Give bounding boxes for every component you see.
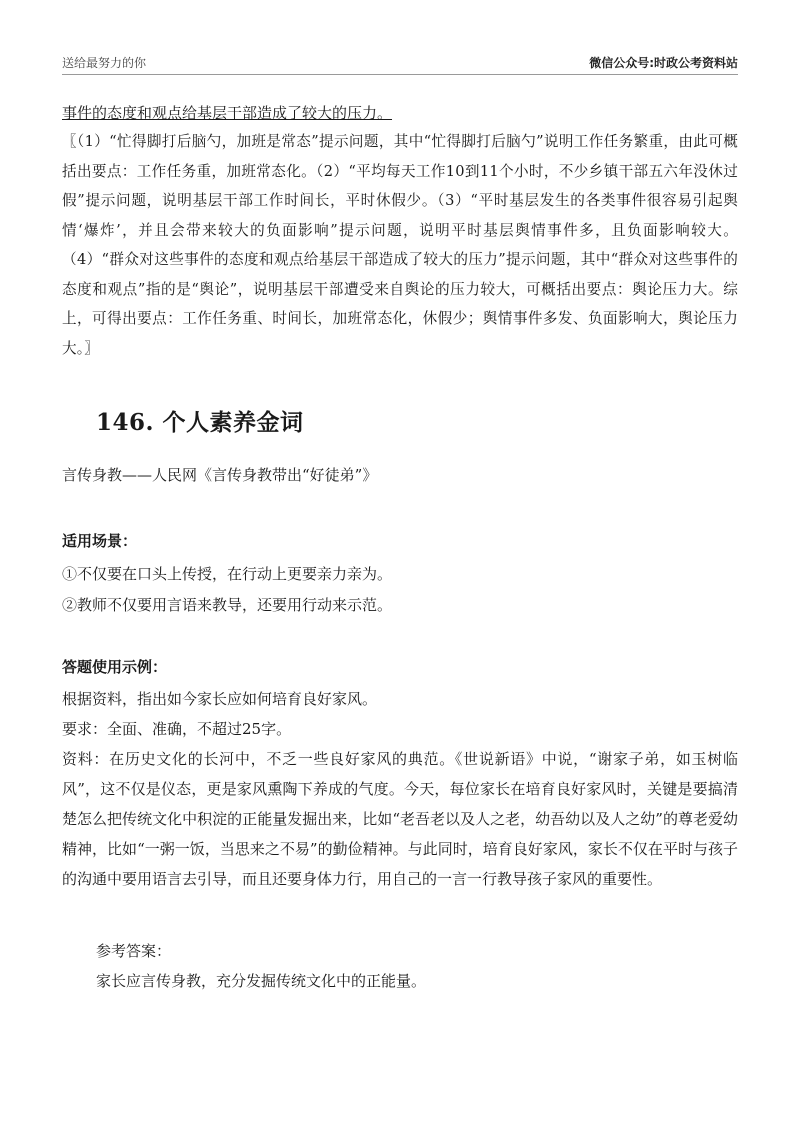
example-question: 根据资料，指出如今家长应如何培育良好家风。 [62,690,378,708]
example-requirement: 要求：全面、准确，不超过25字。 [62,720,292,738]
section-title: 146. 个人素养金词 [96,409,304,436]
header-left-text: 送给最努力的你 [62,56,147,70]
lead-line: 事件的态度和观点给基层干部造成了较大的压力。 [62,104,393,122]
example-material: 资料：在历史文化的长河中，不乏一些良好家风的典范。《世说新语》中说，“谢家子弟，如玉树临风”，这不仅是仪态，更是家风熏陶下养成的气度。今天，每位家长在培育良好家风时，关键是要搞清楚怎么把传统文化中积淀的正能量发掘出来，比如“老吾老以及人之老，幼吾幼以及人之幼”的尊老爱幼精神，比如“一粥一饭，当思来之不易”的勤俭精神。与此同时，培育良好家风，家长不仅在平时与孩子的沟通中要用语言去引导，而且还要身体力行，用自己的一言一行教导孩子家风的重要性。 [62,750,738,888]
page-header [62,52,738,75]
scenario-heading: 适用场景： [62,532,138,550]
scenario-item-1: ①不仅要在口头上传授，在行动上更要亲力亲为。 [62,565,393,583]
example-heading: 答题使用示例： [62,658,168,676]
header-right-text: 微信公众号:时政公考资料站 [589,56,738,70]
scenario-item-2: ②教师不仅要用言语来教导，还要用行动来示范。 [62,596,393,614]
answer-text: 家长应言传身教，充分发掘传统文化中的正能量。 [96,972,427,990]
source-line: 言传身教——人民网《言传身教带出“好徒弟”》 [62,466,378,484]
answer-heading: 参考答案： [96,942,172,960]
explanation-paragraph: 〖（1）“忙得脚打后脑勺，加班是常态”提示问题，其中“忙得脚打后脑勺”说明工作任务繁重，由此可概括出要点：工作任务重，加班常态化。（2）“平均每天工作10到11个小时，不少乡镇干部五六年没休过假”提示问题，说明基层干部工作时间长，平时休假少。（3）“平时基层发生的各类事件很容易引起舆情‘爆炸’，并且会带来较大的负面影响”提示问题，说明平时基层舆情事件多，且负面影响较大。（4）“群众对这些事件的态度和观点给基层干部造成了较大的压力”提示问题，其中“群众对这些事件的态度和观点”指的是“舆论”，说明基层干部遭受来自舆论的压力较大，可概括出要点：舆论压力大。综上，可得出要点：工作任务重、时间长，加班常态化，休假少；舆情事件多发、负面影响大，舆论压力大。〗 [62,133,738,357]
